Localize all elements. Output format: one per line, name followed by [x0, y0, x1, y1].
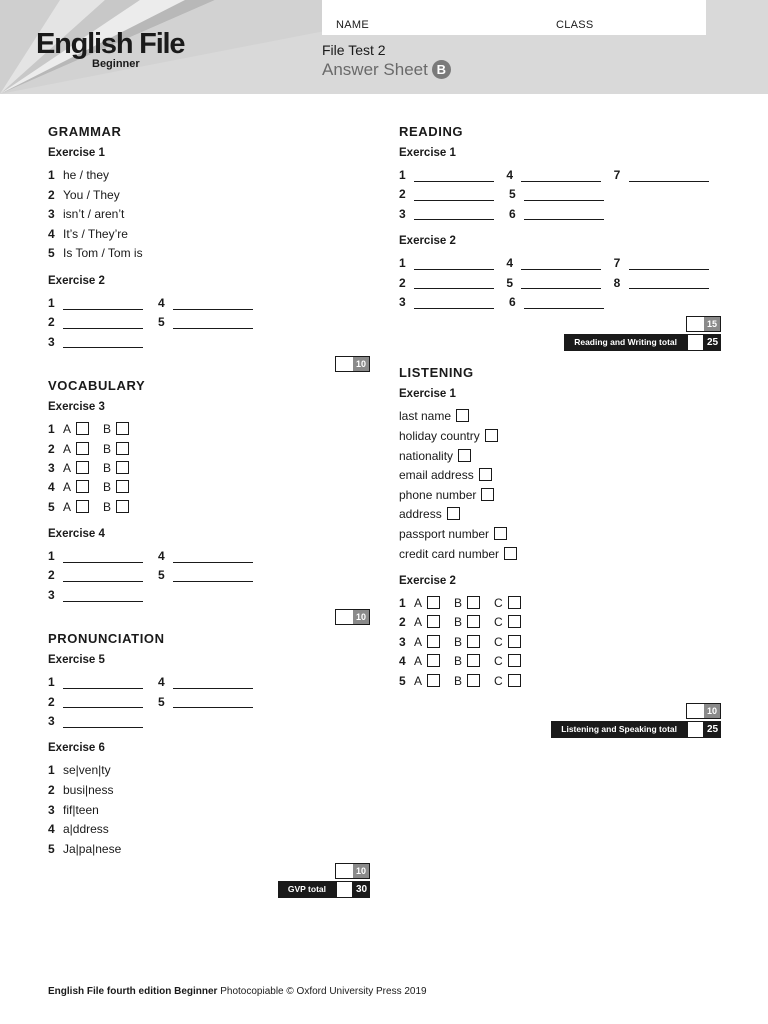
brand-level: Beginner [92, 58, 140, 70]
answer-line[interactable] [521, 258, 601, 270]
file-test-title: File Test 2 [322, 42, 386, 58]
answer-row: 1 4 [48, 294, 370, 313]
reading-title: READING [399, 124, 464, 139]
checkbox[interactable] [427, 654, 440, 667]
checkbox[interactable] [508, 674, 521, 687]
checkbox[interactable] [116, 442, 129, 455]
checkbox[interactable] [456, 409, 469, 422]
ab-row: 4 A B [48, 478, 370, 497]
list-item: 2 You / They [48, 187, 120, 202]
ab-row: 5 A B [48, 498, 370, 517]
listening-speaking-total: Listening and Speaking total 25 [399, 721, 721, 738]
checkbox[interactable] [467, 674, 480, 687]
list-item: credit card number [399, 545, 721, 565]
version-badge: B [432, 60, 451, 79]
total-input[interactable] [687, 721, 704, 738]
vocab-ex4-title: Exercise 4 [48, 528, 105, 541]
answer-row: 1 4 7 [399, 254, 721, 273]
abc-row: 2 A B C [399, 613, 721, 632]
checkbox[interactable] [76, 480, 89, 493]
answer-row: 1 4 7 [399, 166, 721, 185]
score-input[interactable] [336, 864, 353, 878]
grammar-ex2-title: Exercise 2 [48, 274, 105, 287]
reading-ex2-title: Exercise 2 [399, 235, 456, 248]
answer-line[interactable] [524, 208, 604, 220]
listening-ex1-list [399, 407, 721, 564]
score-input[interactable] [336, 610, 353, 624]
list-item: 4 It’s / They’re [48, 226, 128, 241]
answer-row: 1 4 [48, 547, 370, 566]
footer-copyright: Photocopiable © Oxford University Press 2019 [217, 986, 427, 997]
grammar-ex1-list [48, 166, 370, 264]
checkbox[interactable] [494, 527, 507, 540]
answer-row: 3 [48, 586, 370, 605]
total-input[interactable] [336, 881, 353, 898]
pron-ex6-list [48, 761, 370, 859]
score-input[interactable] [336, 357, 353, 371]
answer-row: 2 5 8 [399, 274, 721, 293]
answer-line[interactable] [521, 277, 601, 289]
grammar-score: 10 [48, 356, 370, 372]
checkbox[interactable] [504, 547, 517, 560]
checkbox[interactable] [447, 507, 460, 520]
answer-line[interactable] [173, 696, 253, 708]
page-header [0, 0, 768, 94]
name-label: NAME [336, 19, 369, 31]
score-input[interactable] [687, 704, 704, 718]
checkbox[interactable] [485, 429, 498, 442]
answer-line[interactable] [173, 570, 253, 582]
ab-row: 3 A B [48, 459, 370, 478]
answer-sheet-title [322, 60, 451, 80]
grammar-ex1-title: Exercise 1 [48, 147, 105, 159]
list-item: 3 fif|teen [48, 802, 99, 817]
list-item: 1 se|ven|ty [48, 763, 111, 778]
answer-row: 2 5 [48, 313, 370, 332]
answer-line[interactable] [63, 551, 143, 563]
answer-line[interactable] [414, 297, 494, 309]
checkbox[interactable] [508, 635, 521, 648]
list-item: 1 he / they [48, 168, 110, 182]
total-input[interactable] [687, 334, 704, 351]
checkbox[interactable] [76, 422, 89, 435]
answer-line[interactable] [414, 170, 494, 182]
checkbox[interactable] [427, 596, 440, 609]
answer-line[interactable] [63, 317, 143, 329]
list-item: last name [399, 407, 721, 427]
vocabulary-title: VOCABULARY [48, 378, 146, 394]
checkbox[interactable] [467, 635, 480, 648]
gvp-total: GVP total 30 [48, 881, 370, 898]
checkbox[interactable] [427, 635, 440, 648]
checkbox[interactable] [467, 596, 480, 609]
checkbox[interactable] [481, 488, 494, 501]
checkbox[interactable] [76, 500, 89, 513]
list-item: nationality [399, 447, 721, 467]
answer-row: 2 5 [48, 693, 370, 712]
listening-score: 10 [399, 703, 721, 719]
answer-row: 3 [48, 712, 370, 731]
abc-row: 1 A B C [399, 594, 721, 613]
listening-ex2-title: Exercise 2 [399, 575, 456, 588]
answer-line[interactable] [63, 336, 143, 348]
reading-ex1-title: Exercise 1 [399, 147, 456, 159]
list-item: phone number [399, 486, 721, 506]
answer-line[interactable] [63, 696, 143, 708]
checkbox[interactable] [116, 480, 129, 493]
abc-row: 3 A B C [399, 633, 721, 652]
answer-line[interactable] [173, 551, 253, 563]
pronunciation-title: PRONUNCIATION [48, 631, 165, 647]
list-item: passport number [399, 525, 721, 545]
list-item: 5 Ja|pa|nese [48, 841, 122, 856]
checkbox[interactable] [508, 615, 521, 628]
answer-line[interactable] [63, 298, 143, 310]
answer-line[interactable] [521, 170, 601, 182]
grammar-title: GRAMMAR [48, 124, 122, 139]
pronunciation-score: 10 [48, 863, 370, 879]
checkbox[interactable] [427, 674, 440, 687]
class-label: CLASS [556, 19, 594, 31]
pron-ex5-title: Exercise 5 [48, 654, 105, 667]
pron-ex6-title: Exercise 6 [48, 742, 105, 755]
brand-logo: English File [36, 28, 185, 60]
left-column [48, 124, 370, 898]
answer-line[interactable] [173, 317, 253, 329]
answer-line[interactable] [524, 189, 604, 201]
answer-row: 1 4 [48, 673, 370, 692]
list-item: 2 busi|ness [48, 783, 114, 798]
answer-line[interactable] [63, 677, 143, 689]
list-item: 5 Is Tom / Tom is [48, 246, 143, 261]
checkbox[interactable] [467, 654, 480, 667]
abc-row: 5 A B C [399, 672, 721, 691]
vocab-ex3-title: Exercise 3 [48, 401, 105, 414]
page-footer [48, 986, 427, 997]
list-item: address [399, 505, 721, 525]
reading-score: 15 [399, 316, 721, 332]
answer-row: 2 5 [48, 566, 370, 585]
answer-row: 3 6 [399, 205, 721, 224]
ab-row: 1 A B [48, 420, 370, 439]
answer-line[interactable] [173, 677, 253, 689]
answer-line[interactable] [414, 277, 494, 289]
checkbox[interactable] [76, 442, 89, 455]
abc-row: 4 A B C [399, 652, 721, 671]
score-input[interactable] [687, 317, 704, 331]
answer-line[interactable] [414, 189, 494, 201]
answer-line[interactable] [173, 298, 253, 310]
vocabulary-score: 10 [48, 609, 370, 625]
right-column [399, 124, 721, 738]
reading-writing-total: Reading and Writing total 25 [399, 334, 721, 351]
answer-row: 3 6 [399, 293, 721, 312]
answer-line[interactable] [414, 258, 494, 270]
answer-row: 2 5 [399, 185, 721, 204]
answer-line[interactable] [63, 590, 143, 602]
listening-title: LISTENING [399, 365, 474, 381]
ab-row: 2 A B [48, 440, 370, 459]
answer-line[interactable] [63, 570, 143, 582]
checkbox[interactable] [116, 500, 129, 513]
checkbox[interactable] [458, 449, 471, 462]
answer-line[interactable] [629, 277, 709, 289]
checkbox[interactable] [479, 468, 492, 481]
list-item: 3 isn’t / aren’t [48, 207, 125, 222]
checkbox[interactable] [116, 461, 129, 474]
name-class-box [322, 0, 706, 35]
list-item: 4 a|ddress [48, 822, 109, 837]
answer-line[interactable] [524, 297, 604, 309]
footer-book-title: English File fourth edition Beginner [48, 986, 218, 997]
answer-line[interactable] [414, 208, 494, 220]
checkbox[interactable] [467, 615, 480, 628]
answer-row: 3 [48, 333, 370, 352]
checkbox[interactable] [116, 422, 129, 435]
listening-ex1-title: Exercise 1 [399, 388, 456, 401]
checkbox[interactable] [427, 615, 440, 628]
checkbox[interactable] [76, 461, 89, 474]
answer-sheet-label: Answer Sheet [322, 60, 428, 79]
answer-line[interactable] [629, 170, 709, 182]
answer-line[interactable] [63, 716, 143, 728]
answer-line[interactable] [629, 258, 709, 270]
list-item: email address [399, 466, 721, 486]
checkbox[interactable] [508, 596, 521, 609]
checkbox[interactable] [508, 654, 521, 667]
list-item: holiday country [399, 427, 721, 447]
